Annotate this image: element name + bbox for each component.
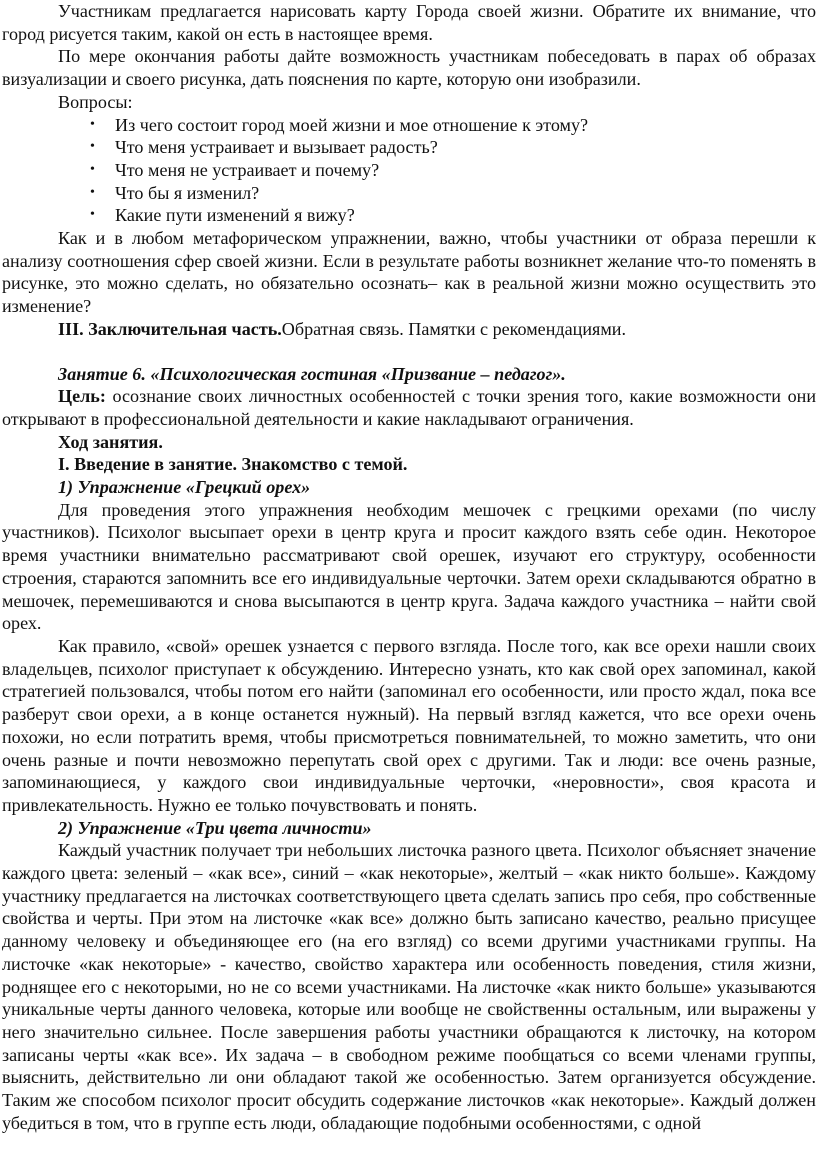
exercise1-paragraph-2: Как правило, «свой» орешек узнается с первого взгляда. После того, как все орехи нашли своих владельцев, психолог приступает к обсуждению. Интересно узнать, кто как свой орех запоминал, какой стратегией пользовался, чтобы потом его найти (запоминал его особенности, или просто ждал, пока все разберут свои орехи, а в конце останется нужный). На первый взгляд кажется, что все орехи очень похожи, но если потратить время, чтобы присмотреться повнимательней, то можно заметить, что они очень разные и почти невозможно перепутать свой орех с другими. Так и люди: все очень разные, запоминающиеся, у каждого свои индивидуальные черточки, «неровности», своя красота и привлекательность. Нужно ее только почувствовать и понять. <box>2 635 816 815</box>
lesson-title: Занятие 6. «Психологическая гостиная «Призвание – педагог». <box>58 363 566 384</box>
goal-paragraph <box>2 385 816 430</box>
exercise1-title: 1) Упражнение «Грецкий орех» <box>58 477 311 498</box>
bullet-icon: • <box>90 184 95 200</box>
exercise2-paragraph-1: Каждый участник получает три небольших листочка разного цвета. Психолог объясняет значение каждого цвета: зеленый – «как все», синий – «как некоторые», желтый – «как никто больше». Каждому участнику предлагается на листочках соответствующего цвета сделать запись про себя, про собственные свойства и черты. При этом на листочке «как все» должно быть записано качество, реально присущее данному человеку и объединяющее его (на его взгляд) со всеми другими участниками группы. На листочке «как некоторые» - качество, свойство характера или особенность поведения, стиля жизни, роднящее его с некоторыми, но не со всеми участниками. На листочке «как никто больше» указываются уникальные черты данного человека, которые или вообще не свойственны остальным, или выражены у него значительно сильнее. После завершения работы участники обращаются к листочку, на котором записаны черты «как все». Их задача – в свободном режиме пообщаться со всеми членами группы, выяснить, действительно ли они обладают такой же особенностью. Затем организуется обсуждение. Таким же способом психолог просит обсудить содержание листочков «как некоторые». Каждый должен убедиться в том, что в группе есть люди, обладающие подобными особенностями, с одной <box>2 840 816 1133</box>
paragraph-pair-discussion: По мере окончания работы дайте возможность участникам побеседовать в парах об образах визуализации и своего рисунка, дать пояснения по карте, которую они изобразили. <box>2 46 816 90</box>
goal-label: Цель: <box>58 386 106 407</box>
bullet-icon: • <box>90 161 95 177</box>
list-item: • Что меня устраивает и вызывает радость? <box>90 137 438 158</box>
bullet-icon: • <box>90 139 95 155</box>
exercise2-title: 2) Упражнение «Три цвета личности» <box>58 817 372 838</box>
part3-heading: III. Заключительная часть. <box>58 318 282 339</box>
part3-line <box>2 318 816 341</box>
questions-list <box>2 114 816 228</box>
blank-line <box>2 341 816 363</box>
course-heading: Ход занятия. <box>58 431 163 452</box>
bullet-icon: • <box>90 207 95 223</box>
paragraph-city-map: Участникам предлагается нарисовать карту Города своей жизни. Обратите их внимание, что город рисуется таким, какой он есть в настоящее время. <box>2 1 816 44</box>
list-item: • Какие пути изменений я вижу? <box>90 205 355 226</box>
list-item: • Что меня не устраивает и почему? <box>90 159 380 180</box>
list-item: • Из чего состоит город моей жизни и мое отношение к этому? <box>90 114 589 135</box>
bullet-icon: • <box>90 116 95 132</box>
paragraph-metaphor: Как и в любом метафорическом упражнении, важно, чтобы участники от образа перешли к анализу соотношения сфер своей жизни. Если в результате работы возникнет желание что-то поменять в рисунке, это можно сделать, но обязательно осознать– как в реальной жизни можно осуществить это изменение? <box>2 228 816 317</box>
intro-heading: I. Введение в занятие. Знакомство с темой. <box>58 454 408 475</box>
list-item: • Что бы я изменил? <box>90 182 260 203</box>
part3-text: Обратная связь. Памятки с рекомендациями. <box>281 318 626 339</box>
questions-label: Вопросы: <box>58 91 133 112</box>
goal-text: осознание своих личностных особенностей с точки зрения того, какие возможности они открывают в профессиональной деятельности и какие накладывают ограничения. <box>2 386 816 429</box>
exercise1-paragraph-1: Для проведения этого упражнения необходим мешочек с грецкими орехами (по числу участников). Психолог высыпает орехи в центр круга и просит каждого взять себе один. Некоторое время участники внимательно рассматривают свой орешек, изучают его структуру, особенности строения, стараются запомнить все его индивидуальные черточки. Затем орехи складываются обратно в мешочек, перемешиваются и снова высыпаются в центр круга. Задача каждого участника – найти свой орех. <box>2 499 816 634</box>
